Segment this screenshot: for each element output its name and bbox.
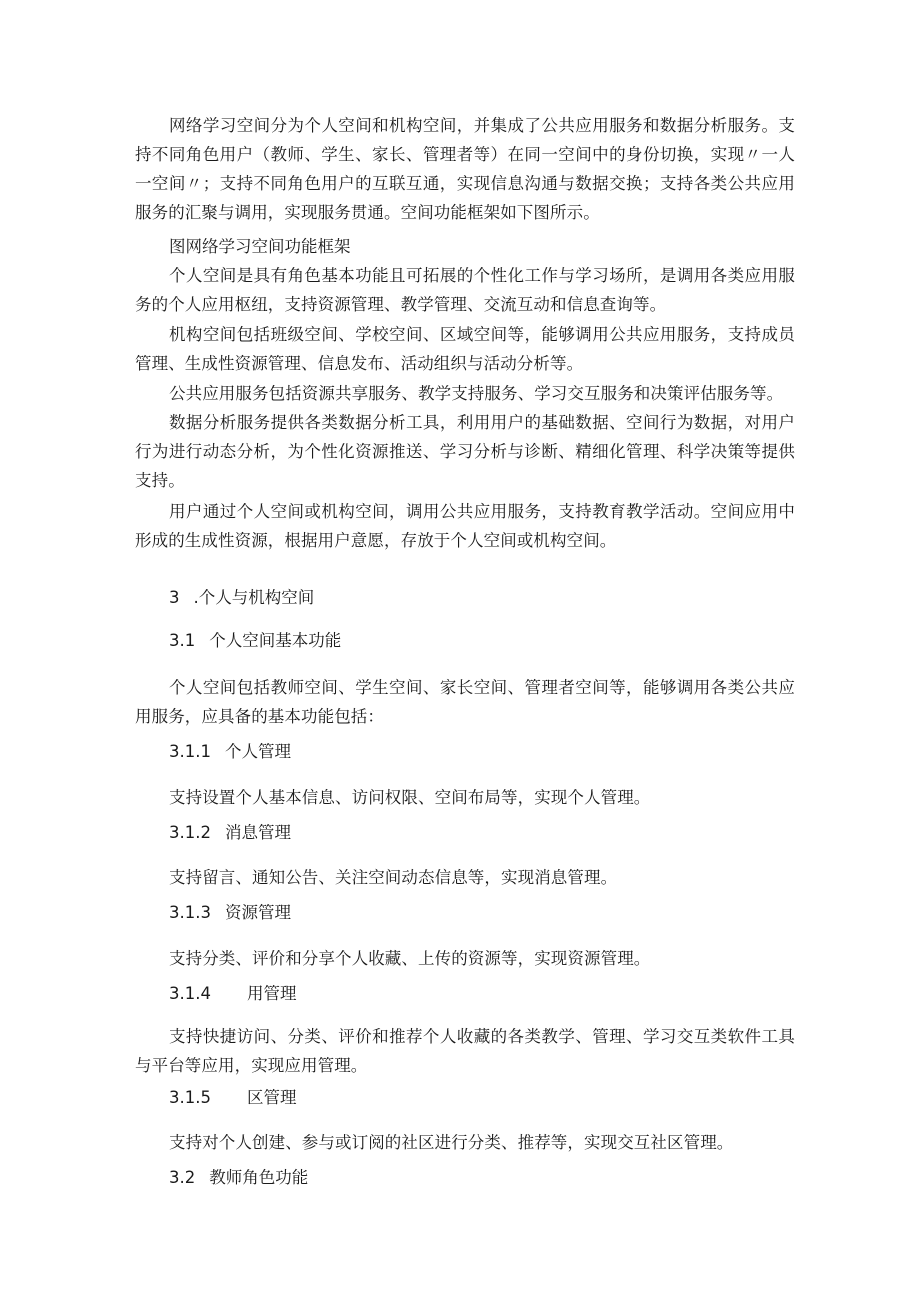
paragraph-community-management: 支持对个人创建、参与或订阅的社区进行分类、推荐等，实现交互社区管理。: [169, 1133, 734, 1152]
paragraph-public-services: 公共应用服务包括资源共享服务、教学支持服务、学习交互服务和决策评估服务等。: [169, 384, 784, 403]
section-title: 个人管理: [224, 742, 291, 761]
section-heading-3-2: [169, 1163, 308, 1192]
section-heading-3-1-4: [169, 979, 296, 1008]
paragraph-personal-management: 支持设置个人基本信息、访问权限、空间布局等，实现个人管理。: [169, 788, 651, 807]
paragraph-institution-space: 机构空间包括班级空间、学校空间、区域空间等，能够调用公共应用服务，支持成员管理、生成性资源管理、信息发布、活动组织与活动分析等。: [135, 325, 795, 373]
section-title: 区管理: [246, 1088, 297, 1107]
paragraph-resource-management: 支持分类、评价和分享个人收藏、上传的资源等，实现资源管理。: [169, 949, 651, 968]
section-heading-3-1-1: [169, 737, 291, 766]
section-number: 3.1.1: [169, 742, 211, 761]
section-number: 3.1.5: [169, 1088, 211, 1107]
section-number: 3: [169, 588, 180, 607]
section-heading-3: [169, 583, 314, 612]
paragraph-space-overview: 网络学习空间分为个人空间和机构空间，并集成了公共应用服务和数据分析服务。支持不同角色用户（教师、学生、家长、管理者等）在同一空间中的身份切换，实现〃一人一空间〃；支持不同角色用户的互联互通，实现信息沟通与数据交换；支持各类公共应用服务的汇聚与调用，实现服务贯通。空间功能框架如下图所示。: [135, 116, 795, 222]
section-title: 个人空间基本功能: [209, 631, 342, 650]
figure-caption: 图网络学习空间功能框架: [169, 237, 351, 256]
section-number: 3.1: [169, 631, 196, 650]
section-title: 教师角色功能: [209, 1168, 309, 1187]
section-title: .个人与机构空间: [193, 588, 315, 607]
paragraph-user-usage: 用户通过个人空间或机构空间，调用公共应用服务，支持教育教学活动。空间应用中形成的生成性资源，根据用户意愿，存放于个人空间或机构空间。: [135, 502, 795, 550]
paragraph-personal-space: 个人空间是具有角色基本功能且可拓展的个性化工作与学习场所，是调用各类应用服务的个人应用枢纽，支持资源管理、教学管理、交流互动和信息查询等。: [135, 266, 795, 314]
section-heading-3-1: [169, 626, 341, 655]
section-number: 3.1.2: [169, 823, 211, 842]
section-title: 用管理: [246, 984, 297, 1003]
paragraph-personal-space-basic: 个人空间包括教师空间、学生空间、家长空间、管理者空间等，能够调用各类公共应用服务，应具备的基本功能包括：: [135, 678, 795, 726]
section-heading-3-1-2: [169, 818, 291, 847]
section-heading-3-1-3: [169, 898, 291, 927]
paragraph-message-management: 支持留言、通知公告、关注空间动态信息等，实现消息管理。: [169, 868, 618, 887]
section-title: 资源管理: [224, 903, 291, 922]
paragraph-app-management: 支持快捷访问、分类、评价和推荐个人收藏的各类教学、管理、学习交互类软件工具与平台等应用，实现应用管理。: [135, 1027, 795, 1075]
section-number: 3.2: [169, 1168, 196, 1187]
section-heading-3-1-5: [169, 1083, 296, 1112]
section-title: 消息管理: [224, 823, 291, 842]
section-number: 3.1.4: [169, 984, 211, 1003]
section-number: 3.1.3: [169, 903, 211, 922]
paragraph-data-analysis: 数据分析服务提供各类数据分析工具，利用用户的基础数据、空间行为数据，对用户行为进行动态分析，为个性化资源推送、学习分析与诊断、精细化管理、科学决策等提供支持。: [135, 413, 795, 490]
